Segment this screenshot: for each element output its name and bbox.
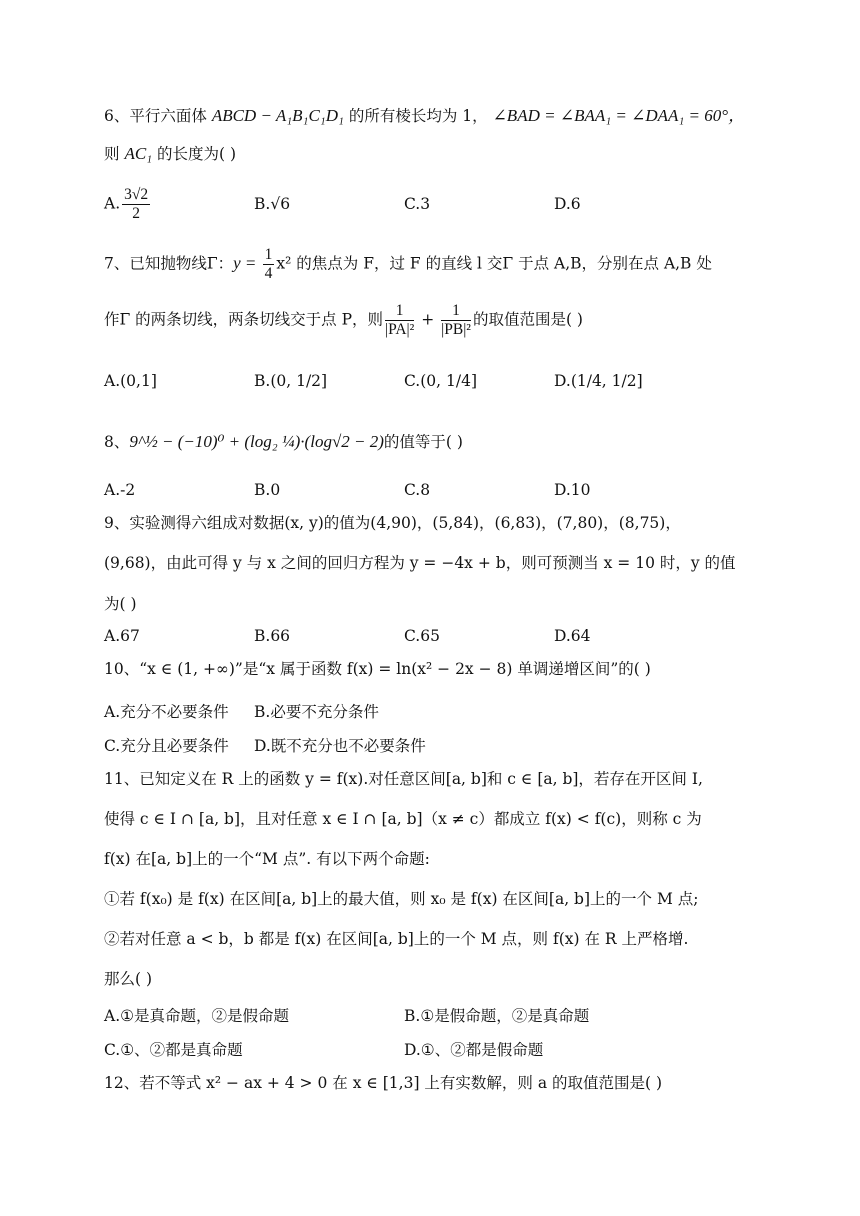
q11-line3: f(x) 在[a, b]上的一个“M 点”. 有以下两个命题: — [104, 850, 430, 868]
q7-text-2: x² 的焦点为 F，过 F 的直线 l 交Γ 于点 A,B，分别在点 A,B 处 — [276, 254, 712, 273]
q11-line1: 11、已知定义在 R 上的函数 y = f(x).对任意区间[a, b]和 c ∈ [a, b]，若存在开区间 I, — [104, 770, 703, 788]
option-label: D. — [554, 372, 571, 390]
option-label: C. — [404, 372, 421, 390]
q6-text: 6、平行六面体 — [104, 107, 207, 125]
q6-line2 — [104, 144, 236, 164]
fraction-den: |PA|² — [385, 320, 415, 338]
q11-line2: 使得 c ∈ I ∩ [a, b]，且对任意 x ∈ I ∩ [a, b]（x ≠ c）都成立 f(x) < f(c)，则称 c 为 — [104, 810, 702, 828]
fraction-num: 1 — [441, 302, 471, 321]
q12-line1: 12、若不等式 x² − ax + 4 > 0 在 x ∈ [1,3] 上有实数解，则 a 的取值范围是( ) — [104, 1074, 663, 1092]
q7-c-value: (0, 1/4] — [420, 372, 477, 390]
q11-option-b[interactable]: B.①是假命题，②是真命题 — [404, 1007, 590, 1025]
q11-option-a[interactable]: A.①是真命题，②是假命题 — [104, 1007, 290, 1025]
fraction-num: 1 — [385, 302, 414, 321]
q6-solid-expr: ABCD − A₁B₁C₁D₁ — [211, 106, 344, 125]
q6-option-c[interactable]: C.3 — [404, 195, 431, 213]
q9-option-c[interactable]: C.65 — [404, 627, 440, 645]
q7-b-value: (0, 1/2] — [270, 372, 328, 390]
q6-text-2: 的所有棱长均为 1， — [348, 107, 488, 125]
q7-line2: 作Γ 的两条切线，两条切线交于点 P，则 $\frac{1}{\text{|PA|²}}$ + $\frac{1}{\text{|PB|²}}$ 的取值范围是( ) — [104, 302, 583, 338]
q8-label: 8、 — [104, 433, 130, 451]
q6-angle-expr: ∠BAD = ∠BAA₁ = ∠DAA₁ = 60°， — [492, 106, 746, 125]
q7-line1 — [104, 246, 712, 283]
q6-ac1: AC₁ — [124, 144, 153, 163]
q11-option-c[interactable]: C.①、②都是真命题 — [104, 1041, 243, 1059]
q9-option-b[interactable]: B.66 — [254, 627, 291, 645]
q7-y: y = — [233, 253, 261, 273]
q9-option-a[interactable]: A.67 — [104, 627, 140, 645]
q7-line2-tail: 的取值范围是( ) — [472, 310, 583, 329]
q6-b-value: √6 — [270, 195, 291, 213]
q7-option-b[interactable] — [254, 372, 327, 390]
q7-fraction — [263, 246, 275, 283]
q10-option-d[interactable]: D.既不充分也不必要条件 — [254, 737, 426, 755]
q11-line6: 那么( ) — [104, 970, 153, 988]
q8-line — [104, 432, 463, 452]
q7-line2-text: 作Γ 的两条切线，两条切线交于点 P，则 — [104, 310, 384, 329]
q7-option-c[interactable] — [404, 372, 477, 390]
fraction-num: 1 — [264, 246, 273, 263]
q6-option-b[interactable] — [254, 195, 290, 213]
q8-expr: 9^½ − (−10)⁰ + (log₂ ¼)·(log√2 − 2) — [129, 432, 384, 451]
q11-line4: ①若 f(x₀) 是 f(x) 在区间[a, b]上的最大值，则 x₀ 是 f(x) 在区间[a, b]上的一个 M 点; — [104, 890, 699, 908]
option-label: B. — [254, 195, 271, 213]
q10-option-a[interactable]: A.充分不必要条件 — [104, 703, 229, 721]
q8-option-a[interactable]: A.-2 — [104, 481, 136, 499]
q8-tail: 的值等于( ) — [383, 433, 463, 451]
q6-line2-tail: 的长度为( ) — [157, 145, 237, 163]
q11-line5: ②若对任意 a < b，b 都是 f(x) 在区间[a, b]上的一个 M 点，则 f(x) 在 R 上严格增. — [104, 930, 689, 948]
q7-d-value: (1/4, 1/2] — [570, 372, 643, 390]
q7-text: 7、已知抛物线Γ： — [104, 254, 234, 273]
q10-line1: 10、“x ∈ (1, +∞)”是“x 属于函数 f(x) = ln(x² − 2x − 8) 单调递增区间”的( ) — [104, 660, 651, 678]
q6-line1 — [104, 106, 745, 126]
q7-frac-pa — [385, 302, 414, 339]
q8-option-c[interactable]: C.8 — [404, 481, 431, 499]
q9-line3: 为( ) — [104, 595, 137, 613]
fraction-num: 3√2 — [124, 186, 149, 203]
q10-option-c[interactable]: C.充分且必要条件 — [104, 737, 229, 755]
q9-option-d[interactable]: D.64 — [554, 627, 591, 645]
q8-option-d[interactable]: D.10 — [554, 481, 591, 499]
option-label: A. — [104, 194, 121, 213]
fraction-den: |PB|² — [441, 320, 471, 338]
q7-option-d[interactable] — [554, 372, 643, 390]
q6-a-fraction — [122, 186, 150, 223]
q8-option-b[interactable]: B.0 — [254, 481, 281, 499]
q6-option-a[interactable] — [104, 186, 152, 223]
q6-option-d[interactable]: D.6 — [554, 195, 581, 213]
option-label: B. — [254, 372, 271, 390]
q7-option-a[interactable]: A.(0,1] — [104, 372, 157, 390]
q11-option-d[interactable]: D.①、②都是假命题 — [404, 1041, 544, 1059]
q10-option-b[interactable]: B.必要不充分条件 — [254, 703, 379, 721]
q9-line2: (9,68)，由此可得 y 与 x 之间的回归方程为 y = −4x + b，则可预测当 x = 10 时，y 的值 — [104, 554, 736, 572]
fraction-den: 2 — [132, 204, 140, 222]
fraction-den: 4 — [264, 264, 273, 282]
q7-frac-pb — [441, 302, 471, 339]
q6-line2-text: 则 — [104, 145, 120, 163]
q9-line1: 9、实验测得六组成对数据(x, y)的值为(4,90)，(5,84)，(6,83)，(7,80)，(8,75)， — [104, 514, 681, 532]
